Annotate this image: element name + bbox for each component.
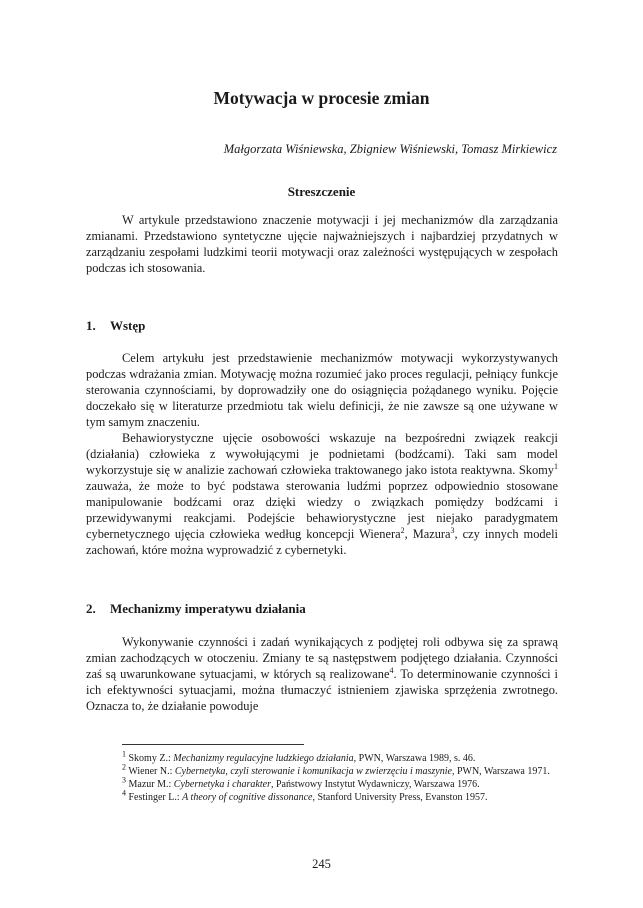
footnote [86, 788, 558, 804]
footnote-number: 2 [122, 762, 126, 772]
paragraph-text: . To determinowanie czynności i ich efektywności sytuacjami, można tłumaczyć istnieniem zjawiska sprzężenia zwrotnego. Oznacza to, że działanie powoduje [86, 667, 559, 713]
paragraph-text: Behawiorystyczne ujęcie osobowości wskazuje na bezpośredni związek reakcji (działania) człowieka z wywołującymi je podnietami (bodźcami). Taki sam model wykorzystuje się w analizie zachowań człowieka traktowanego jako istota reaktywna. Skomy [86, 431, 558, 477]
footnote-ref-1: 1 [554, 461, 558, 471]
footnote-work: Cybernetyka i charakter [173, 779, 271, 790]
footnote-author: Festinger L.: [128, 792, 183, 803]
footnote-ref-3: 3 [450, 525, 455, 535]
footnote-number: 4 [122, 788, 126, 798]
section-2-title: Mechanizmy imperatywu działania [110, 601, 306, 616]
footnote-author: Skomy Z.: [128, 753, 174, 764]
footnote-number: 1 [122, 749, 126, 759]
authors: Małgorzata Wiśniewska, Zbigniew Wiśniewski, Tomasz Mirkiewicz [223, 142, 557, 156]
section-2-paragraph-1 [86, 634, 558, 714]
footnote-rest: , PWN, Warszawa 1971. [451, 766, 550, 777]
paragraph-text: , czy innych modeli zachowań, które można wyprowadzić z cybernetyki. [86, 527, 558, 557]
abstract-heading: Streszczenie [287, 184, 356, 199]
section-2-heading [86, 601, 306, 617]
footnote [86, 762, 558, 778]
section-1-paragraph-1: Celem artykułu jest przedstawienie mechanizmów motywacji wykorzystywanych podczas wdrażania zmian. Motywację można rozumieć jako proces regulacji, pełniący funkcje sterowania czynnościami, by doprowadziły one do osiągnięcia pożądanego wyniku. Pojęcie doczekało się w literaturze przedmiotu tak wielu definicji, że nie zawsze są one używane w tym samym znaczeniu. [86, 351, 558, 429]
abstract-text: W artykule przedstawiono znaczenie motywacji i jej mechanizmów dla zarządzania zmianami. Przedstawiono syntetyczne ujęcie najważniejszych i najbardziej przydatnych w zarządzaniu zespołami ludzkimi teorii motywacji oraz zależności występujących w zespołach podczas ich stosowania. [86, 213, 558, 275]
paragraph-text: Wykonywanie czynności i zadań wynikających z podjętej roli odbywa się za sprawą zmian zachodzących w otoczeniu. Zmiany te są następstwem podjętego działania. Czynności zaś są uwarunkowane sytuacjami, w których są realizowane [86, 635, 558, 681]
footnote-rest: , Państwowy Instytut Wydawniczy, Warszawa 1976. [270, 779, 480, 790]
article-title: Motywacja w procesie zmian [213, 88, 430, 108]
section-1-number: 1. [86, 318, 96, 333]
footnotes [86, 749, 558, 804]
footnote-ref-2: 2 [400, 525, 405, 535]
footnote-work: Cybernetyka, czyli sterowanie i komunikacja w zwierzęciu i maszynie [174, 766, 452, 777]
footnote-author: Wiener N.: [128, 766, 175, 777]
footnote-work: Mechanizmy regulacyjne ludzkiego działania [173, 753, 354, 764]
footnote [86, 775, 558, 791]
section-2-number: 2. [86, 601, 96, 616]
footnote-work: A theory of cognitive dissonance [182, 792, 313, 803]
footnote-number: 3 [122, 775, 126, 785]
footnote [86, 749, 558, 765]
paragraph-text: , Mazura [404, 527, 451, 541]
footnote-rest: , PWN, Warszawa 1989, s. 46. [353, 753, 476, 764]
footnote-rest: , Stanford University Press, Evanston 1957. [312, 792, 488, 803]
page-number: 245 [312, 857, 331, 871]
footnote-author: Mazur M.: [128, 779, 174, 790]
section-1-paragraph-2 [86, 430, 558, 558]
footnote-separator [122, 744, 304, 745]
paragraph-text: zauważa, że może to być podstawa sterowania ludźmi poprzez odpowiednio stosowane manipulowanie bodźcami oraz dzięki wiedzy o związkach pomiędzy bodźcami i przewidywanymi reakcjami. Podejście behawiorystyczne jest niejako paradygmatem cybernetycznego ujęcia człowieka według koncepcji Wienera [86, 479, 558, 541]
section-1-title: Wstęp [110, 318, 146, 333]
footnote-ref-4: 4 [389, 665, 394, 675]
section-1-heading [86, 318, 145, 334]
